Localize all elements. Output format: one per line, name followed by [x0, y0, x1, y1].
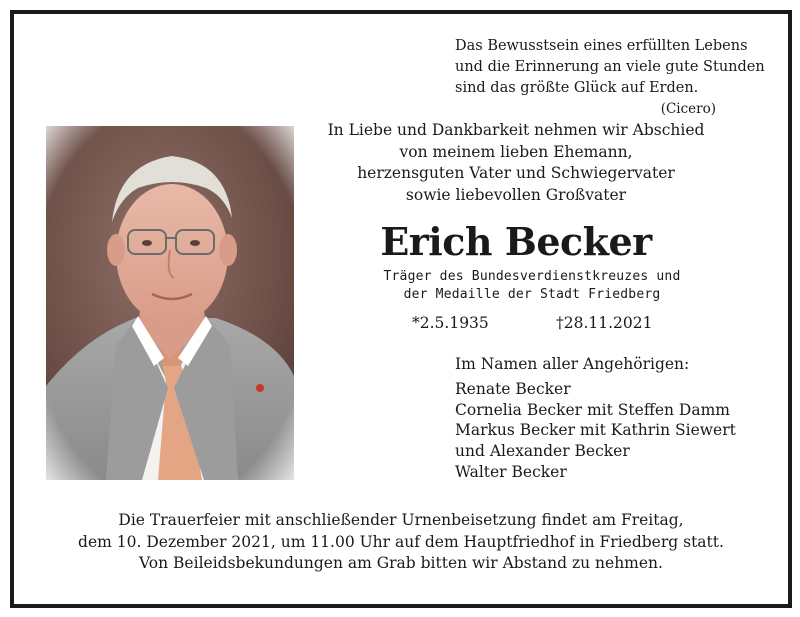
quote-author: (Cicero) — [660, 101, 716, 117]
honors-text — [340, 268, 724, 304]
service-line: Die Trauerfeier mit anschließender Urnenbeisetzung findet am Freitag, — [118, 511, 684, 529]
portrait-photo — [46, 126, 294, 480]
intro-text — [318, 120, 714, 206]
intro-line: herzensguten Vater und Schwiegervater — [357, 164, 675, 182]
quote-line: sind das größte Glück auf Erden. — [455, 80, 699, 96]
death-date: †28.11.2021 — [556, 314, 653, 332]
family-member: Renate Becker — [455, 379, 571, 398]
service-notice — [18, 510, 784, 575]
quote-line: und die Erinnerung an viele gute Stunden — [455, 59, 765, 75]
intro-line: sowie liebevollen Großvater — [405, 185, 627, 204]
family-block — [455, 354, 765, 483]
honors-line: der Medaille der Stadt Friedberg — [403, 287, 661, 302]
intro-line: von meinem lieben Ehemann, — [399, 142, 633, 161]
quote-line: Das Bewusstsein eines erfüllten Lebens — [455, 38, 748, 54]
family-heading: Im Namen aller Angehörigen: — [455, 355, 690, 373]
family-member: und Alexander Becker — [455, 442, 630, 461]
quote-block — [455, 36, 765, 120]
family-member: Cornelia Becker mit Steffen Damm — [455, 400, 730, 419]
family-member: Walter Becker — [455, 462, 567, 481]
service-line: dem 10. Dezember 2021, um 11.00 Uhr auf dem Hauptfriedhof in Friedberg statt. — [78, 532, 724, 551]
deceased-name: Erich Becker — [380, 219, 652, 264]
intro-line: In Liebe und Dankbarkeit nehmen wir Abschied — [327, 121, 705, 139]
service-line: Von Beileidsbekundungen am Grab bitten wir Abstand zu nehmen. — [139, 554, 663, 572]
birth-date: *2.5.1935 — [412, 314, 489, 332]
honors-line: Träger des Bundesverdienstkreuzes und — [383, 269, 681, 284]
family-member: Markus Becker mit Kathrin Siewert — [455, 421, 736, 440]
